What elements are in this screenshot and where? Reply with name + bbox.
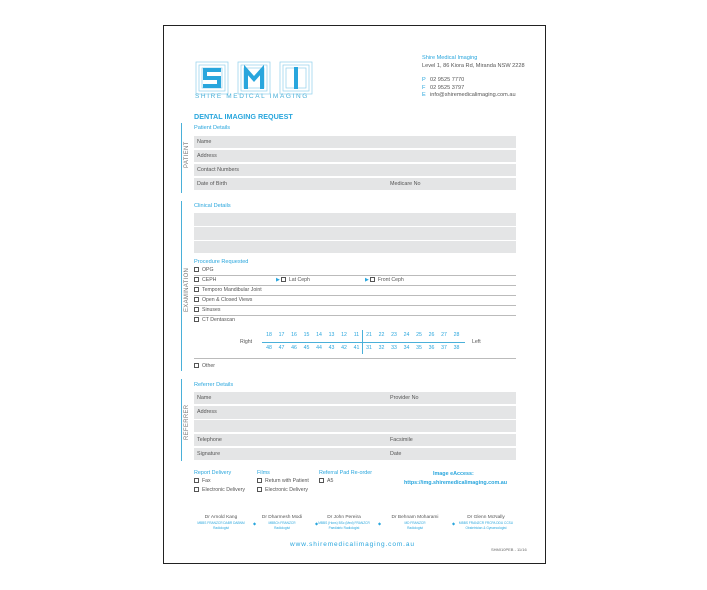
clinical-divider-1 bbox=[194, 226, 516, 227]
upper-tooth-10[interactable]: 23 bbox=[391, 332, 397, 338]
patient-section-bar bbox=[181, 123, 182, 193]
patient-contact-label: Contact Numbers bbox=[197, 167, 239, 173]
doctor-5 bbox=[453, 515, 519, 530]
referrer-side-label: REFERRER bbox=[184, 404, 190, 440]
doctor-5-name: Dr Glenn McNally bbox=[467, 515, 505, 520]
films-heading: Films bbox=[257, 470, 270, 476]
report-fax-label: Fax bbox=[202, 478, 211, 484]
upper-tooth-9[interactable]: 22 bbox=[378, 332, 385, 338]
report-electronic-option[interactable] bbox=[194, 487, 245, 493]
opg-label: OPG bbox=[202, 267, 214, 273]
clinic-name: Shire Medical Imaging bbox=[422, 55, 478, 61]
upper-tooth-8[interactable]: 21 bbox=[366, 332, 372, 338]
ct-label: CT Dentascan bbox=[202, 317, 236, 323]
referral-pad-heading: Referral Pad Re-order bbox=[319, 470, 373, 476]
lower-tooth-9[interactable]: 32 bbox=[378, 345, 385, 351]
sinuses-label: Sinuses bbox=[202, 307, 221, 313]
tmj-label: Temporo Mandibular Joint bbox=[202, 287, 262, 293]
procedure-open-closed[interactable] bbox=[194, 296, 516, 306]
referrer-address-divider bbox=[194, 419, 516, 420]
films-electronic-option[interactable] bbox=[257, 487, 308, 493]
opg-checkbox[interactable] bbox=[194, 267, 199, 272]
upper-tooth-3[interactable]: 15 bbox=[303, 332, 310, 338]
doctor-4-name: Dr Behnam Moharami bbox=[391, 515, 439, 520]
procedure-sinuses[interactable] bbox=[194, 306, 516, 316]
procedure-heading: Procedure Requested bbox=[194, 259, 249, 265]
ceph-label: CEPH bbox=[202, 277, 217, 283]
report-fax-checkbox[interactable] bbox=[194, 478, 199, 483]
upper-tooth-1[interactable]: 17 bbox=[278, 332, 285, 338]
patient-dob-label: Date of Birth bbox=[197, 181, 227, 187]
email-key: E bbox=[422, 92, 426, 99]
upper-tooth-7[interactable]: 11 bbox=[353, 332, 360, 338]
patient-name-label: Name bbox=[197, 139, 212, 145]
referrer-name-label: Name bbox=[197, 395, 212, 401]
image-access-link[interactable]: https://img.shiremedicalimaging.com.au bbox=[404, 480, 508, 486]
doctor-separator-2-icon: ◆ bbox=[315, 521, 319, 526]
lat-ceph-checkbox[interactable] bbox=[281, 277, 286, 282]
upper-tooth-6[interactable]: 12 bbox=[341, 332, 347, 338]
lower-tooth-1[interactable]: 47 bbox=[278, 345, 285, 351]
clinical-details-field[interactable] bbox=[194, 213, 516, 253]
front-ceph-checkbox[interactable] bbox=[370, 277, 375, 282]
upper-tooth-11[interactable]: 24 bbox=[403, 332, 410, 338]
doctor-1-role: Radiologist bbox=[213, 526, 229, 531]
patient-name-field[interactable] bbox=[194, 136, 516, 148]
report-delivery-heading: Report Delivery bbox=[194, 470, 232, 476]
upper-tooth-0[interactable]: 18 bbox=[266, 332, 272, 338]
doctor-4-quals: MD FRANZCR bbox=[404, 521, 426, 525]
doctor-separator-4-icon: ◆ bbox=[452, 521, 456, 526]
films-return-label: Return with Patient bbox=[265, 478, 309, 484]
doctor-1-name: Dr Arnold Kang bbox=[204, 515, 238, 520]
upper-tooth-2[interactable]: 16 bbox=[291, 332, 297, 338]
tmj-checkbox[interactable] bbox=[194, 287, 199, 292]
open-closed-label: Open & Closed Views bbox=[202, 297, 253, 303]
lat-ceph-label: Lat Ceph bbox=[288, 277, 310, 283]
films-return-checkbox[interactable] bbox=[257, 478, 262, 483]
contact-block bbox=[422, 55, 525, 100]
image-access-heading: Image eAccess: bbox=[433, 471, 474, 477]
lower-tooth-2[interactable]: 46 bbox=[291, 345, 297, 351]
tooth-chart-divider bbox=[194, 358, 516, 359]
website-link[interactable]: www.shiremedicalimaging.com.au bbox=[290, 541, 415, 548]
procedure-tmj[interactable] bbox=[194, 286, 516, 296]
upper-tooth-5[interactable]: 13 bbox=[328, 332, 335, 338]
doctor-4 bbox=[385, 515, 445, 530]
referrer-facsimile-label: Facsimile bbox=[390, 437, 413, 443]
ceph-checkbox[interactable] bbox=[194, 277, 199, 282]
other-checkbox[interactable] bbox=[194, 363, 199, 368]
referrer-address-label: Address bbox=[197, 409, 217, 415]
sinuses-checkbox[interactable] bbox=[194, 307, 199, 312]
logo-tagline: SHIRE MEDICAL IMAGING bbox=[195, 93, 309, 100]
referral-a5-label: A5 bbox=[327, 478, 334, 484]
doctor-separator-1-icon: ◆ bbox=[253, 521, 257, 526]
doctor-5-role: Obstetrician & Gynaecologist bbox=[465, 526, 507, 531]
lower-tooth-12[interactable]: 35 bbox=[416, 345, 422, 351]
lower-tooth-0[interactable]: 48 bbox=[266, 345, 272, 351]
lower-tooth-5[interactable]: 43 bbox=[328, 345, 335, 351]
doctor-5-quals: MBBS FRANZCR FRCPA DDU CCSU bbox=[458, 521, 514, 525]
upper-tooth-4[interactable]: 14 bbox=[316, 332, 322, 338]
referrer-section-bar bbox=[181, 379, 182, 461]
patient-dob-field[interactable] bbox=[194, 178, 516, 190]
form-title: DENTAL IMAGING REQUEST bbox=[194, 112, 293, 121]
clinical-divider-2 bbox=[194, 240, 516, 241]
patient-address-label: Address bbox=[197, 153, 217, 159]
tooth-chart-right-label: Right bbox=[240, 339, 253, 345]
referrer-telephone-field[interactable] bbox=[194, 434, 516, 446]
lower-tooth-11[interactable]: 34 bbox=[403, 345, 410, 351]
upper-tooth-13[interactable]: 26 bbox=[428, 332, 435, 338]
ct-checkbox[interactable] bbox=[194, 317, 199, 322]
report-electronic-label: Electronic Delivery bbox=[202, 487, 245, 493]
front-ceph-arrow-icon: ▶ bbox=[365, 277, 369, 283]
procedure-ceph[interactable] bbox=[194, 276, 516, 286]
tooth-chart-left-label: Left bbox=[472, 339, 481, 345]
email-line bbox=[422, 92, 525, 100]
lower-tooth-13[interactable]: 36 bbox=[428, 345, 435, 351]
phone-value: 02 9525 7770 bbox=[430, 77, 465, 84]
patient-address-field[interactable] bbox=[194, 150, 516, 162]
fax-value: 02 9525 3797 bbox=[430, 84, 465, 91]
procedure-ct[interactable] bbox=[194, 316, 516, 326]
report-fax-option[interactable] bbox=[194, 478, 211, 484]
fax-line bbox=[422, 85, 525, 93]
email-value: info@shiremedicalimaging.com.au bbox=[430, 92, 516, 99]
doctor-2-name: Dr Dharmesh Modi bbox=[261, 515, 303, 520]
referrer-heading: Referrer Details bbox=[194, 382, 234, 388]
doctor-1 bbox=[191, 515, 251, 530]
lower-tooth-6[interactable]: 42 bbox=[341, 345, 347, 351]
form-code: SHMI10PEB - 11/16 bbox=[491, 547, 527, 552]
referral-a5-option[interactable] bbox=[319, 478, 333, 484]
referral-a5-checkbox[interactable] bbox=[319, 478, 324, 483]
patient-heading: Patient Details bbox=[194, 125, 231, 131]
tooth-chart-horizontal-line bbox=[262, 342, 465, 343]
clinical-heading: Clinical Details bbox=[194, 203, 231, 209]
patient-side-label: PATIENT bbox=[184, 141, 190, 168]
fax-key: F bbox=[422, 84, 426, 91]
doctor-4-role: Radiologist bbox=[407, 526, 423, 531]
upper-tooth-14[interactable]: 27 bbox=[441, 332, 447, 338]
lower-tooth-3[interactable]: 45 bbox=[303, 345, 310, 351]
front-ceph-label: Front Ceph bbox=[377, 277, 404, 283]
lower-tooth-10[interactable]: 33 bbox=[391, 345, 397, 351]
doctor-3 bbox=[314, 515, 374, 530]
doctor-separator-3-icon: ◆ bbox=[378, 521, 382, 526]
patient-medicare-label: Medicare No bbox=[390, 181, 421, 187]
doctor-2 bbox=[252, 515, 312, 530]
phone-line bbox=[422, 77, 525, 85]
lower-tooth-7[interactable]: 41 bbox=[353, 345, 360, 351]
referrer-signature-field[interactable] bbox=[194, 448, 516, 460]
clinic-address: Level 1, 86 Kiora Rd, Miranda NSW 2228 bbox=[422, 62, 525, 69]
examination-side-label: EXAMINATION bbox=[184, 267, 190, 312]
films-return-option[interactable] bbox=[257, 478, 309, 484]
doctor-3-role: Paediatric Radiologist bbox=[328, 526, 360, 531]
lower-tooth-8[interactable]: 31 bbox=[366, 345, 372, 351]
patient-contact-field[interactable] bbox=[194, 164, 516, 176]
upper-tooth-12[interactable]: 25 bbox=[416, 332, 422, 338]
referrer-date-label: Date bbox=[390, 451, 402, 457]
report-electronic-checkbox[interactable] bbox=[194, 487, 199, 492]
films-electronic-checkbox[interactable] bbox=[257, 487, 262, 492]
doctor-3-quals: MBBS (Hons) BSc (Med) FRANZCR bbox=[318, 521, 370, 525]
open-closed-checkbox[interactable] bbox=[194, 297, 199, 302]
lower-tooth-4[interactable]: 44 bbox=[316, 345, 322, 351]
doctor-2-quals: MBBCh FRANZCR bbox=[268, 521, 296, 525]
doctor-1-quals: MBBS FRANZCR DABR DABNM bbox=[197, 521, 245, 525]
referrer-telephone-label: Telephone bbox=[197, 437, 222, 443]
other-label: Other bbox=[202, 363, 215, 369]
doctor-2-role: Radiologist bbox=[274, 526, 290, 531]
referrer-signature-label: Signature bbox=[197, 451, 221, 457]
lower-tooth-15[interactable]: 38 bbox=[453, 345, 460, 351]
phone-key: P bbox=[422, 77, 426, 84]
procedure-opg[interactable] bbox=[194, 266, 516, 276]
referrer-provider-label: Provider No bbox=[390, 395, 419, 401]
lower-tooth-14[interactable]: 37 bbox=[441, 345, 447, 351]
referrer-name-field[interactable] bbox=[194, 392, 516, 404]
lat-ceph-arrow-icon: ▶ bbox=[276, 277, 280, 283]
films-electronic-label: Electronic Delivery bbox=[265, 487, 308, 493]
procedure-other[interactable] bbox=[194, 362, 516, 372]
examination-section-bar bbox=[181, 201, 182, 371]
doctor-3-name: Dr John Pereira bbox=[327, 515, 361, 520]
upper-tooth-15[interactable]: 28 bbox=[453, 332, 460, 338]
